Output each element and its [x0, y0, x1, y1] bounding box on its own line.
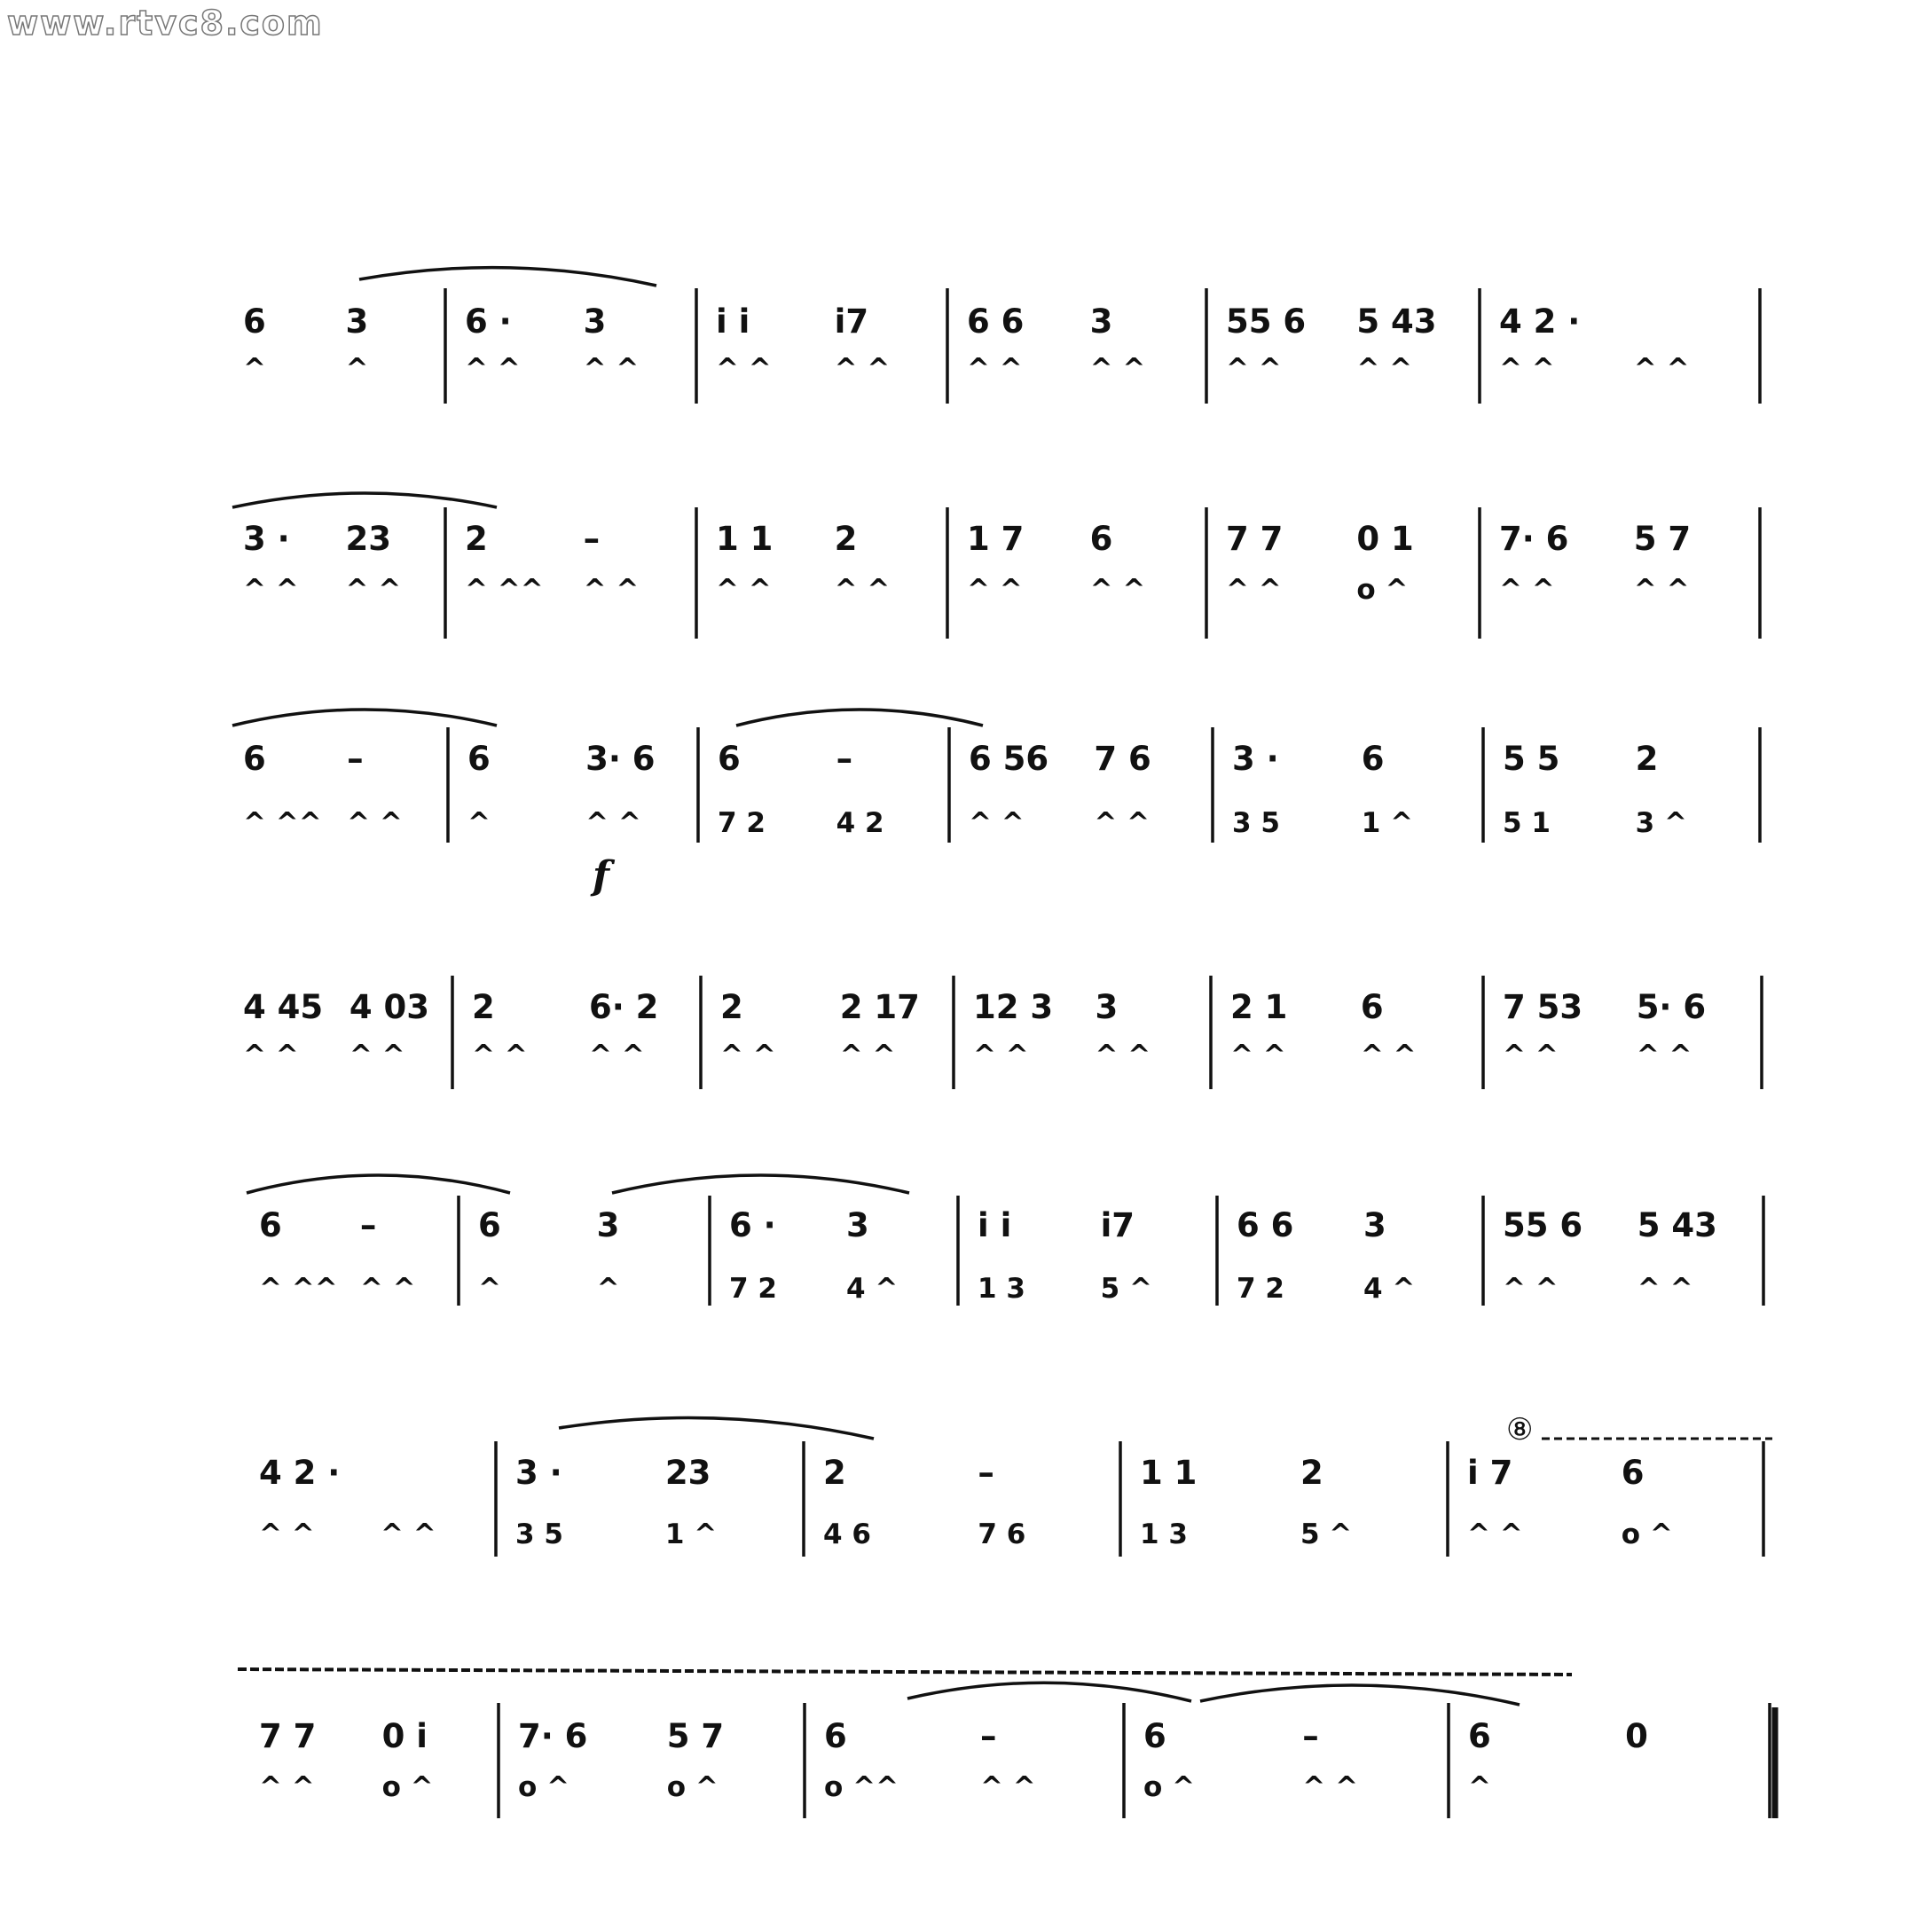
accompaniment-notes: ^ ^ [969, 807, 1025, 839]
accompaniment-notes: ^ ^ [967, 574, 1023, 606]
measure [243, 302, 368, 385]
melody-notes: 7· 6 [1499, 520, 1569, 558]
melody-notes: 7· 6 [518, 1717, 588, 1755]
accompaniment-notes: ^ ^ [1302, 1771, 1359, 1803]
accompaniment-notes: ^ ^ [1633, 353, 1690, 385]
measure [824, 1717, 1036, 1803]
accompaniment-notes: o ^ [518, 1771, 570, 1803]
measure [1232, 740, 1413, 839]
melody-notes: 1 1 [716, 520, 774, 558]
slur-arc [232, 710, 497, 726]
melody-notes: 6 [1621, 1454, 1645, 1492]
accompaniment-notes: ^ ^ [1499, 353, 1555, 385]
melody-notes: 6 [478, 1206, 501, 1244]
melody-notes: 3 [596, 1206, 620, 1244]
score-row-6 [259, 1441, 1763, 1557]
accompaniment-notes: 4 ^ [846, 1273, 899, 1305]
measure [716, 520, 890, 606]
melody-notes: 2 [834, 520, 858, 558]
score-row-3 [243, 727, 1760, 843]
accompaniment-notes: 3 5 [515, 1518, 563, 1550]
accompaniment-notes: ^ ^ [347, 807, 403, 839]
accompaniment-notes: 5 1 [1503, 807, 1551, 839]
melody-notes: 55 6 [1503, 1206, 1583, 1244]
score-row-5 [259, 1196, 1763, 1306]
melody-notes: 3 [1095, 988, 1119, 1026]
accompaniment-notes: ^ ^^ [243, 807, 322, 839]
melody-notes: 5· 6 [1636, 988, 1707, 1026]
melody-notes: i7 [1100, 1206, 1135, 1244]
melody-notes: 6 6 [1237, 1206, 1294, 1244]
accompaniment-notes: 1 3 [1140, 1518, 1188, 1550]
measure [243, 520, 401, 606]
accompaniment-notes: ^ ^ [834, 353, 891, 385]
melody-notes: 6 [467, 740, 491, 778]
measure [967, 302, 1145, 385]
melody-notes: 7 7 [1226, 520, 1284, 558]
measure [465, 520, 639, 606]
measure [259, 1717, 434, 1803]
measure [1467, 1454, 1673, 1550]
accompaniment-notes: ^ ^ [1360, 1040, 1417, 1071]
melody-notes: 6 [1361, 740, 1385, 778]
melody-notes: 3· 6 [585, 740, 656, 778]
accompaniment-notes: 4 2 [836, 807, 884, 839]
measure [729, 1206, 898, 1305]
accompaniment-notes: ^ ^ [1356, 353, 1413, 385]
accompaniment-notes: ^ ^ [716, 353, 772, 385]
accompaniment-notes: ^ ^ [1633, 574, 1690, 606]
melody-notes: 0 i [381, 1717, 428, 1755]
slur-arc [736, 710, 983, 726]
measure [465, 302, 639, 385]
score-row-4 [243, 976, 1762, 1089]
slur-arc [247, 1175, 510, 1193]
melody-notes: 12 3 [973, 988, 1054, 1026]
accompaniment-notes: o ^ [1143, 1771, 1196, 1803]
melody-notes: – [836, 740, 853, 778]
accompaniment-notes: ^ ^ [259, 1518, 315, 1550]
accompaniment-notes: 1 ^ [664, 1518, 718, 1550]
melody-notes: 1 1 [1140, 1454, 1198, 1492]
accompaniment-notes: ^ ^ [259, 1771, 315, 1803]
melody-notes: – [978, 1454, 994, 1492]
measure [823, 1454, 1025, 1550]
melody-notes: 6 [1360, 988, 1384, 1026]
score-row-2 [243, 507, 1760, 639]
melody-notes: 6 [259, 1206, 282, 1244]
melody-notes: 6 [718, 740, 741, 778]
melody-notes: 2 [1635, 740, 1659, 778]
slur-arc [907, 1683, 1191, 1701]
measure [1226, 520, 1414, 606]
accompaniment-notes: 7 6 [978, 1518, 1026, 1550]
slur-arc [612, 1175, 909, 1193]
melody-notes: 2 1 [1230, 988, 1288, 1026]
accompaniment-notes: 7 2 [1237, 1273, 1284, 1305]
melody-notes: 6 [1468, 1717, 1491, 1755]
accompaniment-notes: ^ ^ [1089, 574, 1146, 606]
melody-notes: 2 [465, 520, 488, 558]
melody-notes: 3 [846, 1206, 869, 1244]
accompaniment-notes: ^ ^ [359, 1273, 416, 1305]
measure [1237, 1206, 1415, 1305]
measure [1468, 1717, 1648, 1803]
accompaniment-notes: ^ ^ [1503, 1040, 1559, 1071]
melody-notes: 7 53 [1503, 988, 1583, 1026]
melody-notes: 5 5 [1503, 740, 1560, 778]
melody-notes: 3 [345, 302, 369, 341]
melody-notes: – [583, 520, 601, 558]
melody-notes: 3 · [1232, 740, 1279, 778]
accompaniment-notes: ^ [478, 1273, 501, 1305]
accompaniment-notes: ^ ^ [1636, 1040, 1692, 1071]
melody-notes: 3 [1089, 302, 1113, 341]
melody-notes: – [1302, 1717, 1319, 1755]
melody-notes: 23 [345, 520, 391, 558]
melody-notes: 4 45 [243, 988, 324, 1026]
slur-arc [232, 493, 497, 507]
accompaniment-notes: ^ ^ [1094, 807, 1151, 839]
melody-notes: 0 1 [1356, 520, 1414, 558]
measure [1226, 302, 1437, 385]
melody-notes: 6 [1143, 1717, 1166, 1755]
melody-notes: 6 6 [967, 302, 1025, 341]
measure [243, 740, 403, 839]
accompaniment-notes: 1 3 [978, 1273, 1025, 1305]
accompaniment-notes: ^ ^ [716, 574, 772, 606]
melody-notes: 6 · [465, 302, 512, 341]
accompaniment-notes: ^ ^ [583, 353, 640, 385]
measure [467, 740, 656, 839]
measure [1503, 988, 1706, 1071]
accompaniment-notes: ^ ^ [380, 1518, 436, 1550]
measure [1503, 1206, 1717, 1305]
accompaniment-notes: ^ ^ [1095, 1040, 1151, 1071]
accompaniment-notes: 3 5 [1232, 807, 1280, 839]
melody-notes: 6 [824, 1717, 847, 1755]
accompaniment-notes: 5 ^ [1100, 1273, 1152, 1305]
accompaniment-notes: ^ [467, 807, 491, 839]
measure [978, 1206, 1152, 1305]
melody-notes: 0 [1625, 1717, 1648, 1755]
accompaniment-notes: ^ ^ [834, 574, 891, 606]
accompaniment-notes: ^ ^ [589, 1040, 645, 1071]
accompaniment-notes: ^ ^ [720, 1040, 776, 1071]
melody-notes: 7 7 [259, 1717, 317, 1755]
accompaniment-notes: ^ [596, 1273, 620, 1305]
melody-notes: 6 56 [969, 740, 1049, 778]
melody-notes: – [347, 740, 364, 778]
melody-notes: 23 [664, 1454, 711, 1492]
melody-notes: 6 [243, 302, 266, 341]
melody-notes: i i [716, 302, 750, 341]
melody-notes: 3 [583, 302, 607, 341]
accompaniment-notes: ^ ^ [243, 1040, 299, 1071]
measure [969, 740, 1151, 839]
melody-notes: i 7 [1467, 1454, 1513, 1492]
melody-notes: 5 43 [1637, 1206, 1717, 1244]
accompaniment-notes: o ^ [381, 1771, 434, 1803]
measure [973, 988, 1151, 1071]
measure [1503, 740, 1687, 839]
accompaniment-notes: ^ [243, 353, 266, 385]
accompaniment-notes: ^ ^^ [259, 1273, 338, 1305]
measure [1140, 1454, 1352, 1550]
accompaniment-notes: ^ ^ [1089, 353, 1146, 385]
accompaniment-notes: ^ ^ [967, 353, 1023, 385]
melody-notes: 2 [1300, 1454, 1323, 1492]
accompaniment-notes: ^ ^ [243, 574, 299, 606]
accompaniment-notes: ^ ^ [1503, 1273, 1559, 1305]
accompaniment-notes: ^ ^ [1637, 1273, 1693, 1305]
melody-notes: 3 · [515, 1454, 562, 1492]
accompaniment-notes: ^ ^ [349, 1040, 405, 1071]
melody-notes: 6 [243, 740, 266, 778]
accompaniment-notes: ^ ^ [1226, 574, 1282, 606]
section-marker: ⑧ [1506, 1412, 1534, 1448]
accompaniment-notes: o ^ [666, 1771, 719, 1803]
accompaniment-notes: ^ ^ [980, 1771, 1036, 1803]
accompaniment-notes: ^ [1468, 1771, 1491, 1803]
slur-arc [1200, 1685, 1520, 1705]
melody-notes: 2 [823, 1454, 846, 1492]
accompaniment-notes: ^ ^ [472, 1040, 528, 1071]
accompaniment-notes: 4 6 [823, 1518, 871, 1550]
melody-notes: 2 [472, 988, 495, 1026]
accompaniment-notes: o ^ [1356, 574, 1409, 606]
melody-notes: 5 43 [1356, 302, 1437, 341]
measure [472, 988, 658, 1071]
melody-notes: 6· 2 [589, 988, 659, 1026]
melody-notes: 2 [720, 988, 743, 1026]
slur-arc [359, 268, 656, 286]
dashed-extension-line [238, 1669, 1572, 1675]
melody-notes: 3 · [243, 520, 290, 558]
score-row-7 [259, 1703, 1770, 1818]
measure [1230, 988, 1417, 1071]
accompaniment-notes: o ^ [1621, 1518, 1673, 1550]
watermark: www.rtvc8.com [7, 4, 324, 43]
melody-notes: 55 6 [1226, 302, 1307, 341]
accompaniment-notes: ^ ^ [585, 807, 641, 839]
measure [259, 1454, 436, 1550]
melody-notes: 4 2 · [1499, 302, 1581, 341]
accompaniment-notes: 1 ^ [1361, 807, 1414, 839]
melody-notes: 5 7 [1633, 520, 1692, 558]
accompaniment-notes: ^ ^ [1226, 353, 1282, 385]
melody-notes: 3 [1363, 1206, 1386, 1244]
melody-notes: 2 17 [839, 988, 920, 1026]
measure [243, 988, 429, 1071]
melody-notes: i i [978, 1206, 1012, 1244]
accompaniment-notes: 4 ^ [1363, 1273, 1416, 1305]
accompaniment-notes: 3 ^ [1635, 807, 1687, 839]
melody-notes: – [359, 1206, 377, 1244]
melody-notes: 7 6 [1094, 740, 1151, 778]
measure [518, 1717, 724, 1803]
accompaniment-notes: ^ ^ [973, 1040, 1029, 1071]
measure [259, 1206, 416, 1305]
accompaniment-notes: 7 2 [729, 1273, 777, 1305]
accompaniment-notes: ^ ^ [1230, 1040, 1286, 1071]
measure [1499, 520, 1691, 606]
accompaniment-notes: ^ ^ [1467, 1518, 1523, 1550]
accompaniment-notes: ^ ^ [465, 353, 521, 385]
melody-notes: 6 · [729, 1206, 776, 1244]
slur-arc [559, 1417, 874, 1439]
measure [478, 1206, 620, 1305]
melody-notes: 4 2 · [259, 1454, 341, 1492]
melody-notes: – [980, 1717, 997, 1755]
measure [515, 1454, 717, 1550]
accompaniment-notes: ^ ^ [583, 574, 640, 606]
melody-notes: 4 03 [349, 988, 430, 1026]
accompaniment-notes: ^ [345, 353, 369, 385]
measure [718, 740, 884, 839]
accompaniment-notes: ^ ^ [839, 1040, 896, 1071]
measure [720, 988, 920, 1071]
accompaniment-notes: 5 ^ [1300, 1518, 1353, 1550]
melody-notes: i7 [834, 302, 869, 341]
measure [1143, 1717, 1358, 1803]
measure [967, 520, 1145, 606]
measure [716, 302, 890, 385]
melody-notes: 1 7 [967, 520, 1025, 558]
measure [1499, 302, 1690, 385]
accompaniment-notes: ^ ^ [1499, 574, 1555, 606]
melody-notes: 5 7 [666, 1717, 725, 1755]
accompaniment-notes: ^ ^^ [465, 574, 544, 606]
accompaniment-notes: 7 2 [718, 807, 766, 839]
melody-notes: 6 [1089, 520, 1113, 558]
score-row-1 [243, 288, 1760, 404]
accompaniment-notes: ^ ^ [345, 574, 402, 606]
accompaniment-notes: o ^^ [824, 1771, 899, 1803]
dynamic-marking: f [593, 853, 609, 898]
